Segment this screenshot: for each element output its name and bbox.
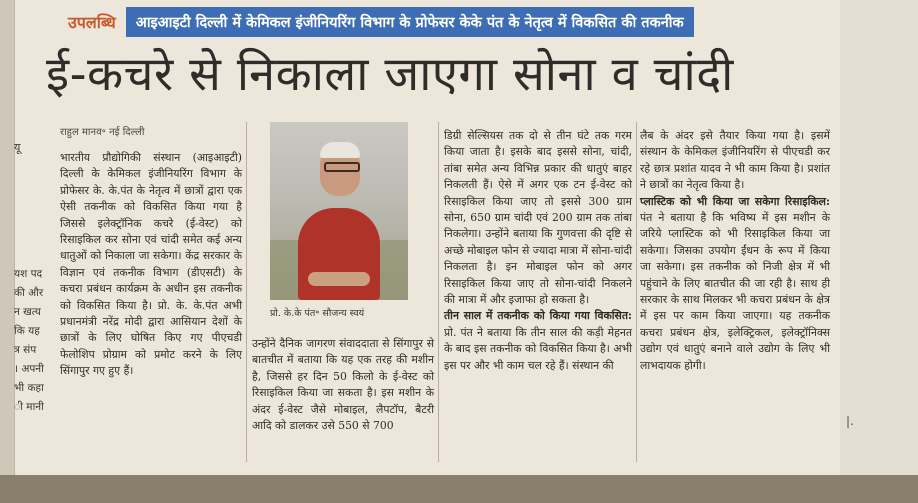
photo-shirt <box>298 208 380 300</box>
article-column-4 <box>640 128 830 374</box>
column-divider <box>438 122 439 462</box>
headline: ई-कचरे से निकाला जाएगा सोना व चांदी <box>46 47 734 102</box>
column-4-body: लैब के अंदर इसे तैयार किया गया है। इसमें संस्थान के केमिकल इंजीनियरिंग से पीएचडी कर रहे छात्र प्रशांत यादव ने भी काम किया है। प्रशांत ने छात्रों का नेतृत्व किया है। <box>640 129 830 192</box>
column-4-body-b: पंत ने बताया है कि भविष्य में इस मशीन के जरिये प्लास्टिक को भी रिसाइकिल किया जा सकेगा। जिसका उपयोग ईंधन के रूप में किया जा सकेगा। इस तकनीक को निजी क्षेत्र में भी पहुंचाने के लिए बातचीत की जा रही है। साथ ही सरकार के साथ मिलकर भी कचरा प्रबंधन के क्षेत्र में इस पर काम किया जाएगा। यह तकनीक कचरा प्रबंधन क्षेत्र, इलेक्ट्रिकल, इलेक्ट्रॉनिक्स उद्योग एवं धातुएं बनाने वाले उद्योग के लिए भी लाभदायक होगी। <box>640 211 830 372</box>
column-divider <box>636 122 637 462</box>
photo-folded-arms <box>308 272 370 286</box>
subheadline: आइआइटी दिल्ली में केमिकल इंजीनियरिंग विभाग के प्रोफेसर केके पंत के नेतृत्व में विकसित की तकनीक <box>126 7 694 37</box>
kicker-bar <box>62 8 694 36</box>
article-column-1: भारतीय प्रौद्योगिकी संस्थान (आइआइटी) दिल्ली के केमिकल इंजीनियरिंग विभाग के प्रोफेसर के. के.पंत के नेतृत्व में छात्रों द्वारा एक ऐसी तकनीक को विकसित किया गया है जिससे इलेक्ट्रॉनिक कचरे (ई-वेस्ट) को रिसाइकिल कर सोना एवं चांदी समेत कई अन्य धातुओं को निकाला जा सकेगा। केंद्र सरकार के विज्ञान एवं तकनीक विभाग (डीएसटी) के कचरा प्रबंधन कार्यक्रम के अधीन इस तकनीक को विकसित किया है। प्रो. के. के.पंत अभी प्रधानमंत्री नरेंद्र मोदी द्वारा आसियान देशों के छात्रों के लिए घोषित किए गए पीएचडी फेलोशिप प्रोग्राम को प्रमोट करने के लिए सिंगापुर गए हुए हैं। <box>60 151 242 378</box>
left-fragment: यश पद <box>14 268 43 280</box>
table-surface <box>0 475 918 503</box>
left-fragment: त्र संप <box>14 344 37 356</box>
column-3-subhead: तीन साल में तकनीक को किया गया विकसित: <box>444 309 632 323</box>
byline: राहुल मानव॰ नई दिल्ली <box>60 127 145 138</box>
left-fragment: कि यह <box>14 325 40 337</box>
left-fragment: न खत्य <box>14 306 41 318</box>
photo-glasses <box>324 162 360 172</box>
column-divider <box>246 122 247 462</box>
left-fragment: ी मानी <box>14 401 44 413</box>
left-column-fragments <box>14 265 50 417</box>
left-fragment: । अपनी <box>14 363 44 375</box>
left-fragment: की और <box>14 287 44 299</box>
author-photo <box>270 122 408 300</box>
column-3-body: डिग्री सेल्सियस तक दो से तीन घंटे तक गरम किया जाता है। इसके बाद इससे सोना, चांदी, तांबा समेत अन्य विभिन्न प्रकार की धातुएं बाहर निकलती हैं। ऐसे में अगर एक टन ई-वेस्ट को रिसाइकिल किया जाए तो इससे 300 ग्राम सोना, 650 ग्राम चांदी एवं 200 ग्राम तक तांबा निकलेगा। उन्होंने बताया कि गुणवत्ता की दृष्टि से अच्छे मोबाइल फोन से ज्यादा मात्रा में सोना-चांदी निकलता है। इन मोबाइल फोन को अगर रिसाइकिल किया जाए तो सोना-चांदी निकलने की मात्रा में और इजाफा हो सकता है। <box>444 129 633 307</box>
previous-page-edge <box>0 0 15 503</box>
article-column-3 <box>444 128 632 374</box>
photo-hair <box>320 142 360 158</box>
kicker-label: उपलब्धि <box>68 13 116 32</box>
left-column-fragment-top: यू <box>14 141 21 154</box>
column-4-subhead: प्लास्टिक को भी किया जा सकेगा रिसाइकिल: <box>640 194 830 208</box>
column-3-body-b: प्रो. पंत ने बताया कि तीन साल की कड़ी मेहनत के बाद इस तकनीक को विकसित किया है। अभी इस पर और भी काम चल रहे हैं। संस्थान की <box>444 325 632 372</box>
margin-mark: |. <box>846 414 854 428</box>
left-fragment: भी कहा <box>14 382 44 394</box>
article-column-2: उन्होंने दैनिक जागरण संवाददाता से सिंगापुर से बातचीत में बताया कि यह एक तरह की मशीन है, जिससे हर दिन 50 किलो के ई-वेस्ट को रिसाइकिल किया जा सकता है। इस मशीन के अंदर ई-वेस्ट जैसे मोबाइल, लैपटॉप, बैटरी आदि को डालकर उसे 550 से 700 <box>252 337 434 433</box>
photo-caption: प्रो. के.के पंत॰ सौजन्य स्वयं <box>270 308 365 319</box>
